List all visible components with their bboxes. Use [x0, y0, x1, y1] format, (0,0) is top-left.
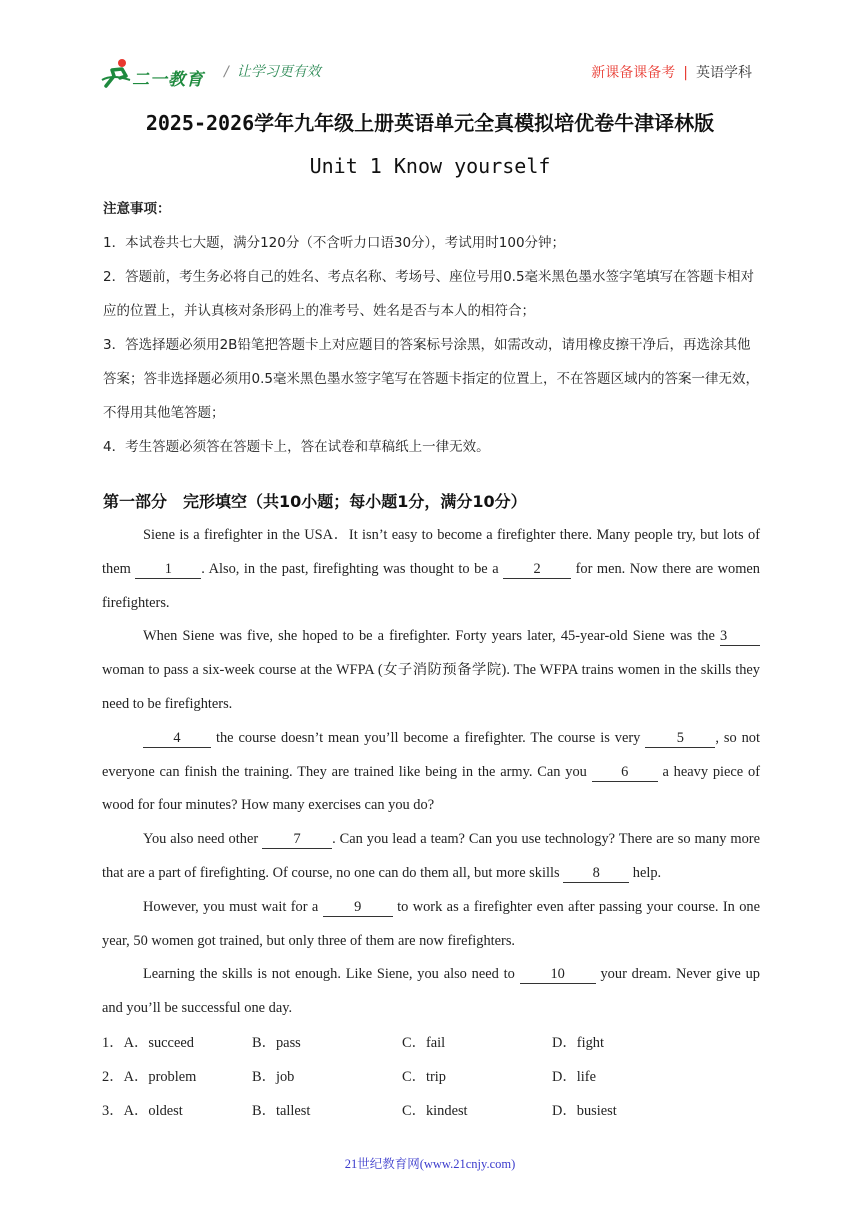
passage-text: . Also, in the past, firefighting was thought to be a: [201, 560, 504, 577]
passage-paragraph: [102, 722, 760, 823]
option-a: 2．A．problem: [102, 1069, 197, 1085]
passage-text: help.: [629, 864, 662, 881]
option-d: D．life: [552, 1069, 596, 1085]
option-c: C．trip: [402, 1069, 446, 1085]
blank-7: 7: [262, 830, 332, 849]
passage-text: . Can you lead a team? Can you use technology? There are so many more that are a part of firefighting. Of course, no one can do them all, but more skills: [102, 831, 760, 881]
notice-item: 1．本试卷共七大题，满分120分（不含听力口语30分），考试用时100分钟；: [103, 235, 566, 251]
passage-text: woman to pass a six-week course at the WFPA (女子消防预备学院). The WFPA trains women in the skills they need to be firefighters.: [102, 662, 760, 712]
blank-6: 6: [592, 763, 658, 782]
notice-item: 2．答题前，考生务必将自己的姓名、考点名称、考场号、座位号用0.5毫米黑色墨水签字笔填写在答题卡相对应的位置上，并认真核对条形码上的准考号、姓名是否与本人的相符合；: [103, 269, 755, 319]
passage-text: a heavy piece of wood for four minutes? How many exercises can you do?: [102, 763, 760, 814]
passage-text: Learning the skills is not enough. Like Siene, you also need to: [143, 966, 520, 983]
passage-text: When Siene was five, she hoped to be a firefighter. Forty years later, 45-year-old Siene was the: [143, 628, 720, 645]
option-c: C．kindest: [402, 1103, 468, 1119]
unit-title: Unit 1 Know yourself: [309, 154, 551, 178]
blank-3: 3: [720, 627, 760, 646]
cloze-passage: [102, 519, 760, 1026]
passage-text: , so not everyone can finish the training. They are trained like being in the army. Can you: [102, 729, 761, 780]
logo: [100, 56, 212, 90]
passage-text: Siene is a firefighter in the USA．It isn’t easy to become a firefighter there. Many people try, but lots of them: [102, 527, 760, 577]
option-row: [102, 1026, 762, 1060]
passage-text: for men. Now there are women firefighters.: [102, 560, 760, 611]
page-header: [100, 50, 760, 94]
passage-text: the course doesn’t mean you’ll become a firefighter. The course is very: [211, 729, 646, 746]
passage-text: However, you must wait for a: [143, 898, 323, 915]
passage-text: You also need other: [143, 831, 263, 848]
blank-8: 8: [563, 864, 629, 883]
option-b: B．job: [252, 1069, 295, 1085]
blank-2: 2: [503, 560, 571, 579]
option-b: B．pass: [252, 1035, 301, 1051]
passage-text: your dream. Never give up and you’ll be successful one day.: [102, 966, 760, 1017]
blank-10: 10: [520, 965, 596, 984]
header-subject: 英语学科: [696, 65, 752, 81]
page-footer: 21世纪教育网(www.21cnjy.com): [344, 1157, 516, 1171]
option-a: 1．A．succeed: [102, 1035, 194, 1051]
logo-text: 二一教育: [132, 70, 204, 90]
section-title: 第一部分 完形填空（共10小题；每小题1分，满分10分）: [103, 492, 527, 511]
header-separator: |: [683, 65, 688, 81]
option-d: D．fight: [552, 1035, 604, 1051]
header-right: [591, 62, 752, 82]
answer-options: [102, 1026, 762, 1128]
passage-paragraph: [102, 620, 760, 721]
notice-item: 4．考生答题必须答在答题卡上，答在试卷和草稿纸上一律无效。: [103, 439, 490, 455]
slogan: / 让学习更有效: [224, 64, 321, 80]
option-row: [102, 1094, 762, 1128]
passage-text: to work as a firefighter even after passing your course. In one year, 50 women got trained, but only three of them are now firefighters.: [102, 898, 760, 949]
option-a: 3．A．oldest: [102, 1103, 183, 1119]
passage-paragraph: [102, 519, 760, 620]
notice-item: 3．答选择题必须用2B铅笔把答题卡上对应题目的答案标号涂黑，如需改动，请用橡皮擦干净后，再选涂其他答案；答非选择题必须用0.5毫米黑色墨水签字笔写在答题卡指定的位置上，不在答题区域内的答案一律无效，不得用其他笔答题；: [103, 337, 759, 421]
runner-logo-icon: [100, 56, 134, 90]
blank-4: 4: [143, 729, 211, 748]
passage-paragraph: [102, 823, 760, 891]
passage-paragraph: [102, 891, 760, 959]
exam-title: 2025-2026学年九年级上册英语单元全真模拟培优卷牛津译林版: [145, 111, 715, 135]
blank-5: 5: [645, 729, 715, 748]
slogan-text: 让学习更有效: [236, 64, 321, 80]
blank-9: 9: [323, 898, 393, 917]
notice-heading: 注意事项：: [103, 201, 171, 217]
option-d: D．busiest: [552, 1103, 617, 1119]
option-c: C．fail: [402, 1035, 446, 1051]
notice-block: [103, 192, 763, 464]
option-row: [102, 1060, 762, 1094]
blank-1: 1: [135, 560, 201, 579]
header-category: 新课备课备考: [591, 65, 676, 81]
passage-paragraph: [102, 958, 760, 1026]
option-b: B．tallest: [252, 1103, 311, 1119]
